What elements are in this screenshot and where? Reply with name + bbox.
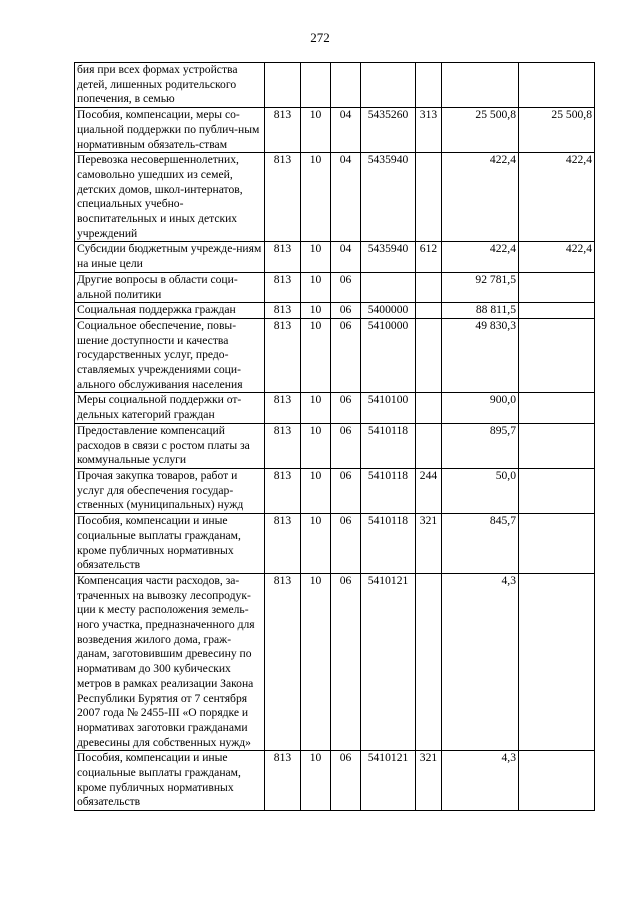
cell-amount-1: 88 811,5 bbox=[442, 303, 519, 319]
table-row bbox=[75, 153, 595, 242]
cell-amount-2: 25 500,8 bbox=[519, 108, 595, 153]
cell-amount-1: 900,0 bbox=[442, 393, 519, 423]
cell-target-article bbox=[361, 63, 416, 108]
cell-subsection-code: 06 bbox=[331, 573, 361, 750]
table-row bbox=[75, 514, 595, 574]
cell-amount-1 bbox=[442, 63, 519, 108]
cell-target-article: 5435940 bbox=[361, 242, 416, 272]
cell-expense-type: 244 bbox=[416, 468, 442, 513]
cell-section-code: 10 bbox=[301, 468, 331, 513]
cell-section-code bbox=[301, 63, 331, 108]
cell-target-article: 5410121 bbox=[361, 751, 416, 811]
cell-target-article: 5435940 bbox=[361, 153, 416, 242]
cell-expense-type: 321 bbox=[416, 751, 442, 811]
table-row bbox=[75, 63, 595, 108]
cell-amount-2 bbox=[519, 393, 595, 423]
cell-grbs-code: 813 bbox=[265, 573, 301, 750]
table-row bbox=[75, 318, 595, 393]
cell-section-code: 10 bbox=[301, 108, 331, 153]
cell-amount-2 bbox=[519, 573, 595, 750]
cell-name: Пособия, компенсации, меры со-циальной поддержки по публич-ным нормативным обязатель-ствам bbox=[75, 108, 265, 153]
cell-expense-type bbox=[416, 63, 442, 108]
cell-amount-2: 422,4 bbox=[519, 242, 595, 272]
cell-subsection-code: 06 bbox=[331, 393, 361, 423]
cell-target-article: 5410000 bbox=[361, 318, 416, 393]
cell-amount-1: 25 500,8 bbox=[442, 108, 519, 153]
cell-section-code: 10 bbox=[301, 242, 331, 272]
cell-name: Пособия, компенсации и иные социальные выплаты гражданам, кроме публичных нормативных обязательств bbox=[75, 751, 265, 811]
cell-section-code: 10 bbox=[301, 423, 331, 468]
cell-subsection-code: 06 bbox=[331, 514, 361, 574]
table-row bbox=[75, 272, 595, 302]
cell-expense-type bbox=[416, 272, 442, 302]
cell-expense-type bbox=[416, 318, 442, 393]
table-row bbox=[75, 303, 595, 319]
cell-amount-1: 49 830,3 bbox=[442, 318, 519, 393]
cell-target-article: 5410118 bbox=[361, 468, 416, 513]
table-body bbox=[75, 63, 595, 811]
table-row bbox=[75, 751, 595, 811]
cell-name: Предоставление компенсаций расходов в связи с ростом платы за коммунальные услуги bbox=[75, 423, 265, 468]
cell-amount-2: 422,4 bbox=[519, 153, 595, 242]
table-row bbox=[75, 423, 595, 468]
table-row bbox=[75, 468, 595, 513]
cell-name: бия при всех формах устройства детей, лишенных родительского попечения, в семью bbox=[75, 63, 265, 108]
cell-target-article: 5410118 bbox=[361, 514, 416, 574]
cell-target-article: 5410121 bbox=[361, 573, 416, 750]
cell-subsection-code: 06 bbox=[331, 318, 361, 393]
cell-target-article: 5435260 bbox=[361, 108, 416, 153]
cell-grbs-code: 813 bbox=[265, 318, 301, 393]
cell-expense-type: 321 bbox=[416, 514, 442, 574]
cell-name: Социальное обеспечение, повы-шение доступности и качества государственных услуг, предо-ставляемых учреждениями соци-ального обслуживания населения bbox=[75, 318, 265, 393]
cell-name: Перевозка несовершеннолетних, самовольно ушедших из семей, детских домов, школ-интернатов, специальных учебно-воспитательных и иных детских учреждений bbox=[75, 153, 265, 242]
cell-amount-1: 4,3 bbox=[442, 573, 519, 750]
cell-name: Компенсация части расходов, за-траченных на вывозку лесопродук-ции к месту расположения земель-ного участка, предназначенного для возведения жилого дома, граж-данам, заготовившим древесину по нормативам до 300 кубических метров в рамках реализации Закона Республики Бурятия от 7 сентября 2007 года № 2455-III «О порядке и нормативах заготовки гражданами древесины для собственных нужд» bbox=[75, 573, 265, 750]
cell-section-code: 10 bbox=[301, 393, 331, 423]
cell-grbs-code: 813 bbox=[265, 423, 301, 468]
cell-subsection-code: 06 bbox=[331, 423, 361, 468]
cell-grbs-code bbox=[265, 63, 301, 108]
cell-subsection-code: 06 bbox=[331, 303, 361, 319]
table-row bbox=[75, 393, 595, 423]
table-row bbox=[75, 108, 595, 153]
cell-name: Прочая закупка товаров, работ и услуг для обеспечения государ-ственных (муниципальных) нужд bbox=[75, 468, 265, 513]
cell-grbs-code: 813 bbox=[265, 468, 301, 513]
cell-section-code: 10 bbox=[301, 751, 331, 811]
cell-subsection-code: 04 bbox=[331, 242, 361, 272]
cell-subsection-code: 06 bbox=[331, 272, 361, 302]
cell-amount-2 bbox=[519, 751, 595, 811]
cell-section-code: 10 bbox=[301, 153, 331, 242]
cell-grbs-code: 813 bbox=[265, 303, 301, 319]
cell-name: Социальная поддержка граждан bbox=[75, 303, 265, 319]
cell-expense-type bbox=[416, 393, 442, 423]
cell-amount-1: 422,4 bbox=[442, 242, 519, 272]
cell-expense-type bbox=[416, 423, 442, 468]
cell-section-code: 10 bbox=[301, 272, 331, 302]
cell-name: Субсидии бюджетным учрежде-ниям на иные цели bbox=[75, 242, 265, 272]
cell-amount-2 bbox=[519, 423, 595, 468]
budget-table bbox=[74, 62, 595, 811]
cell-section-code: 10 bbox=[301, 318, 331, 393]
cell-name: Пособия, компенсации и иные социальные выплаты гражданам, кроме публичных нормативных обязательств bbox=[75, 514, 265, 574]
cell-expense-type bbox=[416, 153, 442, 242]
cell-amount-1: 895,7 bbox=[442, 423, 519, 468]
cell-grbs-code: 813 bbox=[265, 751, 301, 811]
cell-section-code: 10 bbox=[301, 573, 331, 750]
cell-grbs-code: 813 bbox=[265, 108, 301, 153]
cell-grbs-code: 813 bbox=[265, 242, 301, 272]
cell-subsection-code: 04 bbox=[331, 153, 361, 242]
cell-subsection-code: 06 bbox=[331, 751, 361, 811]
cell-subsection-code bbox=[331, 63, 361, 108]
table-row bbox=[75, 573, 595, 750]
cell-grbs-code: 813 bbox=[265, 393, 301, 423]
cell-amount-2 bbox=[519, 468, 595, 513]
cell-section-code: 10 bbox=[301, 514, 331, 574]
cell-grbs-code: 813 bbox=[265, 153, 301, 242]
cell-amount-1: 50,0 bbox=[442, 468, 519, 513]
cell-name: Меры социальной поддержки от-дельных категорий граждан bbox=[75, 393, 265, 423]
cell-expense-type bbox=[416, 303, 442, 319]
cell-target-article: 5400000 bbox=[361, 303, 416, 319]
cell-target-article: 5410100 bbox=[361, 393, 416, 423]
cell-amount-1: 92 781,5 bbox=[442, 272, 519, 302]
cell-amount-1: 845,7 bbox=[442, 514, 519, 574]
cell-section-code: 10 bbox=[301, 303, 331, 319]
cell-amount-1: 422,4 bbox=[442, 153, 519, 242]
cell-grbs-code: 813 bbox=[265, 514, 301, 574]
cell-amount-2 bbox=[519, 63, 595, 108]
cell-target-article bbox=[361, 272, 416, 302]
cell-expense-type: 612 bbox=[416, 242, 442, 272]
page-number: 272 bbox=[310, 30, 330, 45]
cell-amount-1: 4,3 bbox=[442, 751, 519, 811]
cell-subsection-code: 04 bbox=[331, 108, 361, 153]
cell-amount-2 bbox=[519, 272, 595, 302]
cell-expense-type bbox=[416, 573, 442, 750]
cell-target-article: 5410118 bbox=[361, 423, 416, 468]
cell-grbs-code: 813 bbox=[265, 272, 301, 302]
cell-expense-type: 313 bbox=[416, 108, 442, 153]
cell-name: Другие вопросы в области соци-альной политики bbox=[75, 272, 265, 302]
table-row bbox=[75, 242, 595, 272]
cell-amount-2 bbox=[519, 514, 595, 574]
cell-subsection-code: 06 bbox=[331, 468, 361, 513]
cell-amount-2 bbox=[519, 303, 595, 319]
cell-amount-2 bbox=[519, 318, 595, 393]
